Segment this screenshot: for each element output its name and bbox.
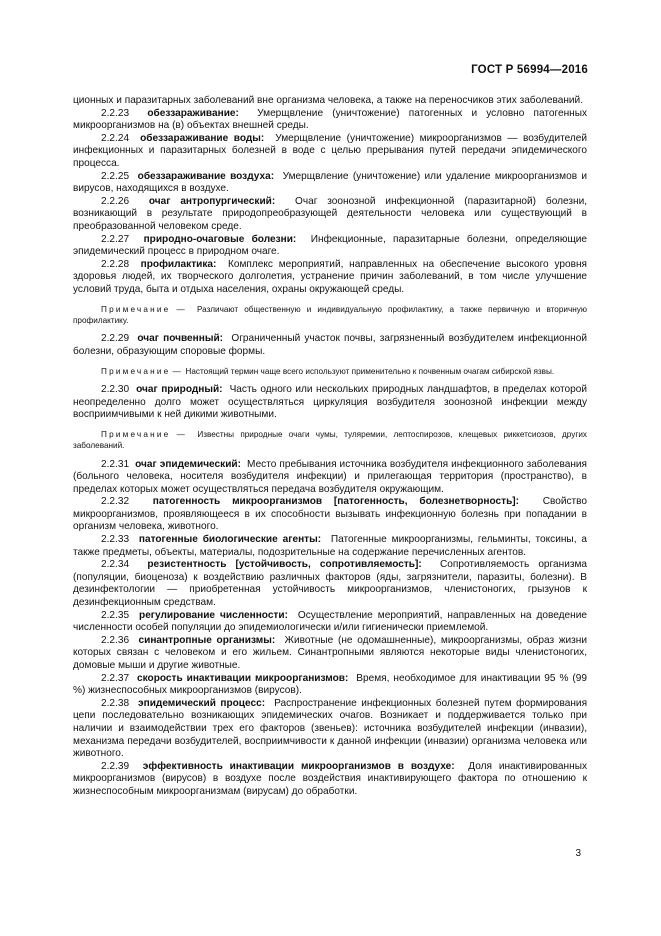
entry-term: очаг природный: bbox=[136, 383, 223, 395]
entry-term: резистентность [устойчивость, сопротивляемость]: bbox=[147, 559, 422, 571]
term-entry bbox=[73, 698, 587, 761]
entry-number: 2.2.32 bbox=[101, 496, 130, 508]
entry-definition: Умерщвление (уничтожение) или удаление микроорганизмов и вирусов, находящихся в воздухе. bbox=[73, 170, 588, 195]
entry-number: 2.2.25 bbox=[101, 170, 130, 182]
note-text: Настоящий термин чаще всего используют применительно к почвенным очагам сибирской язвы. bbox=[185, 366, 555, 376]
entry-term: патогенные биологические агенты: bbox=[138, 534, 322, 546]
lead-text: ционных и паразитарных заболеваний вне организма человека, а также на переносчиков этих заболеваний. bbox=[73, 95, 584, 106]
entry-number: 2.2.30 bbox=[101, 383, 130, 395]
entry-number: 2.2.34 bbox=[101, 559, 130, 571]
term-entry bbox=[73, 610, 587, 635]
entry-definition: Умерщвление (уничтожение) патогенных и условно патогенных микроорганизмов на (в) объектах внешней среды. bbox=[73, 107, 588, 132]
term-entry bbox=[73, 534, 587, 559]
entry-number: 2.2.27 bbox=[101, 233, 130, 245]
term-entry bbox=[73, 384, 587, 422]
note-dash: — bbox=[176, 304, 185, 314]
entry-number: 2.2.29 bbox=[101, 333, 130, 345]
term-entry bbox=[73, 108, 587, 133]
term-entry bbox=[73, 333, 587, 358]
entry-note bbox=[73, 429, 587, 452]
entry-number: 2.2.31 bbox=[101, 458, 130, 470]
term-entry bbox=[73, 496, 587, 534]
entry-number: 2.2.39 bbox=[101, 760, 130, 772]
entry-definition: Умерщвление (уничтожение) микроорганизмов — возбудителей инфекционных и паразитарных болезней в воде с целью прерывания путей передачи эпидемического процесса. bbox=[73, 132, 588, 169]
entry-term: патогенность микроорганизмов [патогенность, болезнетворность]: bbox=[152, 496, 520, 508]
note-text: Известны природные очаги чумы, туляремии, лептоспирозов, клещевых риккетсиозов, других заболеваний. bbox=[73, 429, 587, 451]
entry-number: 2.2.35 bbox=[101, 609, 130, 621]
entry-term: скорость инактивации микроорганизмов: bbox=[137, 672, 349, 684]
entry-definition: Свойство микроорганизмов, проявляющееся в их способности вызывать инфекционную болезнь при попадании в организм человека, животного. bbox=[73, 496, 588, 533]
term-entry bbox=[73, 196, 587, 234]
entry-term: регулирование численности: bbox=[139, 609, 288, 621]
entry-number: 2.2.26 bbox=[101, 195, 130, 207]
term-entry bbox=[73, 171, 587, 196]
entry-definition: Комплекс мероприятий, направленных на обеспечение высокого уровня здоровья людей, их творческого долголетия, устранение причин заболеваний, в том числе улучшение условий труда, быта и отдыха населения, охраны окружающей среды. bbox=[73, 258, 588, 295]
entry-definition: Животные (не одомашненные), микроорганизмы, образ жизни которых связан с человеком и его жильем. Синантропными являются некоторые виды членистоногих, домовые мыши и другие животные. bbox=[73, 634, 588, 671]
term-entry bbox=[73, 761, 587, 799]
entry-note bbox=[73, 304, 587, 327]
term-entry bbox=[73, 673, 587, 698]
note-dash: — bbox=[172, 366, 181, 376]
entry-number: 2.2.23 bbox=[101, 107, 130, 119]
entry-definition: Инфекционные, паразитарные болезни, определяющие эпидемический процесс в природном очаге. bbox=[73, 233, 587, 258]
note-label: Примечание bbox=[101, 304, 171, 314]
entry-term: профилактика: bbox=[140, 258, 217, 270]
entry-term: обеззараживание воды: bbox=[140, 132, 265, 144]
entry-term: обеззараживание: bbox=[147, 107, 239, 119]
entry-definition: Доля инактивированных микроорганизмов (вирусов) в воздухе после воздействия инактивирующего фактора по отношению к жизнеспособным микроорганизмам (вирусам) до обработки. bbox=[73, 760, 587, 797]
entry-term: природно-очаговые болезни: bbox=[143, 233, 297, 245]
entry-term: эффективность инактивации микроорганизмов в воздухе: bbox=[142, 760, 455, 772]
entry-number: 2.2.33 bbox=[101, 534, 130, 546]
note-dash: — bbox=[176, 429, 185, 439]
term-list bbox=[73, 108, 587, 799]
page-number: 3 bbox=[575, 848, 581, 859]
entry-note bbox=[73, 366, 587, 377]
entry-definition: Часть одного или нескольких природных ландшафтов, в пределах которой неопределенно долго может осуществляться циркуляция возбудителя зоонозной инфекции между восприимчивыми к ней дикими животными. bbox=[73, 383, 587, 421]
term-entry bbox=[73, 234, 587, 259]
document-body bbox=[73, 95, 587, 799]
entry-term: обеззараживание воздуха: bbox=[137, 170, 275, 182]
entry-number: 2.2.37 bbox=[101, 672, 130, 684]
entry-term: очаг антропургический: bbox=[148, 195, 276, 207]
note-text: Различают общественную и индивидуальную профилактику, а также первичную и вторичную профилактику. bbox=[73, 304, 587, 325]
note-label: Примечание bbox=[101, 366, 171, 376]
term-entry bbox=[73, 635, 587, 673]
term-entry bbox=[73, 259, 587, 297]
document-header: ГОСТ Р 56994—2016 bbox=[471, 64, 588, 76]
entry-definition: Патогенные микроорганизмы, гельминты, токсины, а также предметы, объекты, материалы, подозрительные на содержание перечисленных агентов. bbox=[73, 534, 588, 558]
entry-number: 2.2.24 bbox=[101, 132, 130, 144]
entry-definition: Ограниченный участок почвы, загрязненный возбудителем инфекционной болезни, образующим споровые формы. bbox=[73, 333, 588, 357]
entry-definition: Место пребывания источника возбудителя инфекционного заболевания (больного человека, носителя возбудителя инфекции) и прилегающая территория (пространство), в пределах которых может осуществляться передача возбудителя окружающим. bbox=[73, 458, 588, 495]
entry-definition: Время, необходимое для инактивации 95 % (99 %) жизнеспособных микроорганизмов (вирусов). bbox=[73, 672, 588, 697]
entry-definition: Сопротивляемость организма (популяции, биоценоза) к воздействию различных факторов (яды, загрязнители, паразиты, болезни). В дезинфектологии — приобретенная устойчивость микроорганизмов, членистоногих, грызунов к дезинфекционным средствам. bbox=[73, 559, 588, 609]
entry-number: 2.2.28 bbox=[101, 258, 130, 270]
entry-definition: Осуществление мероприятий, направленных на доведение численности особей популяции до эпидемиологически и/или гигиенически приемлемой. bbox=[73, 609, 587, 634]
entry-number: 2.2.38 bbox=[101, 697, 130, 709]
entry-definition: Очаг зоонозной инфекционной (паразитарной) болезни, возникающий в результате природопреобразующей деятельности человека или существующий в преобразованной человеком среде. bbox=[73, 195, 588, 232]
term-entry bbox=[73, 559, 587, 609]
entry-definition: Распространение инфекционных болезней путем формирования цепи последовательно возникающих эпидемических очагов. Возникает и поддерживается только при наличии и взаимодействии трех его факторов (звеньев): источника возбудителей инфекции (инвазии), механизма передачи возбудителей, восприимчивости к данной инфекции (инвазии) организма человека или животного. bbox=[73, 697, 588, 760]
term-entry bbox=[73, 133, 587, 171]
entry-term: очаг эпидемический: bbox=[135, 458, 241, 470]
note-label: Примечание bbox=[101, 429, 171, 439]
entry-number: 2.2.36 bbox=[101, 634, 130, 646]
entry-term: очаг почвенный: bbox=[137, 333, 224, 345]
entry-term: эпидемический процесс: bbox=[138, 697, 266, 709]
term-entry bbox=[73, 459, 587, 497]
entry-term: синантропные организмы: bbox=[138, 634, 276, 646]
